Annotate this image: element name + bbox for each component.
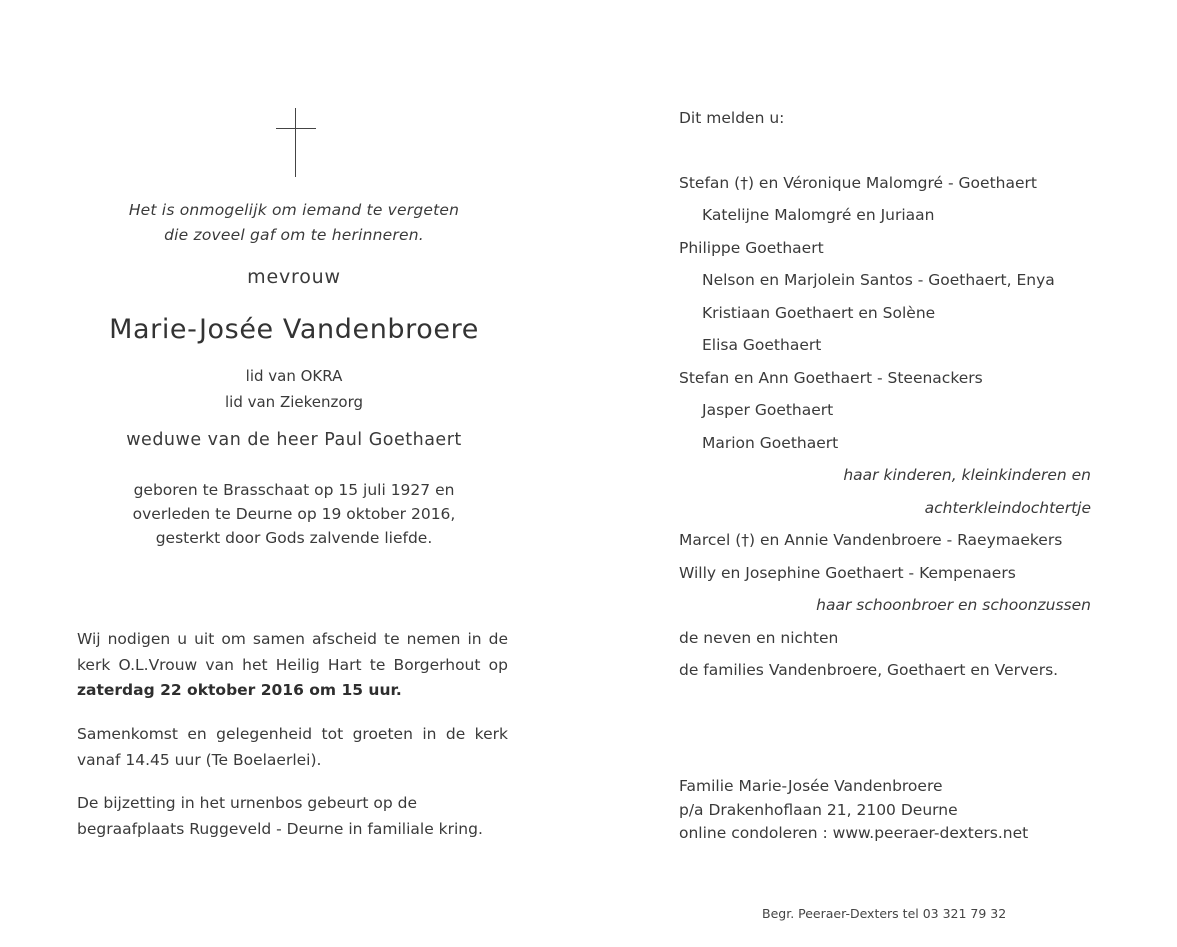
- sacrament-line: gesterkt door Gods zalvende liefde.: [155, 529, 433, 547]
- family-entry: Elisa Goethaert: [702, 336, 822, 354]
- death-line: overleden te Deurne op 19 oktober 2016,: [132, 505, 456, 523]
- family-entry: Kristiaan Goethaert en Solène: [702, 304, 936, 322]
- family-entry: Nelson en Marjolein Santos - Goethaert, Enya: [702, 271, 1055, 289]
- birth-line: geboren te Brasschaat op 15 juli 1927 en: [133, 481, 455, 499]
- gathering-line: Samenkomst en gelegenheid tot groeten in de kerk: [77, 725, 508, 743]
- birth-death-info: [60, 478, 528, 550]
- invitation-line: kerk O.L.Vrouw van het Heilig Hart te Borgerhout op: [77, 655, 508, 674]
- family-entry: de families Vandenbroere, Goethaert en Ververs.: [679, 661, 1059, 679]
- family-entry: Philippe Goethaert: [679, 239, 824, 257]
- family-role: haar kinderen, kleinkinderen en: [843, 466, 1091, 484]
- contact-address: p/a Drakenhoflaan 21, 2100 Deurne: [679, 801, 958, 819]
- title-honorific: mevrouw: [247, 266, 341, 288]
- announcement-intro: Dit melden u:: [679, 109, 785, 127]
- burial-line: begraafplaats Ruggeveld - Deurne in familiale kring.: [77, 819, 483, 838]
- membership-line: lid van OKRA: [245, 367, 343, 385]
- family-entry: de neven en nichten: [679, 629, 839, 647]
- contact-family: Familie Marie-Josée Vandenbroere: [679, 777, 943, 795]
- family-entry: Jasper Goethaert: [702, 401, 834, 419]
- family-role: haar schoonbroer en schoonzussen: [816, 596, 1091, 614]
- family-role: achterkleindochtertje: [924, 499, 1091, 517]
- gathering-paragraph: [77, 722, 508, 773]
- invitation-line: Wij nodigen u uit om samen afscheid te nemen in de: [77, 630, 508, 648]
- gathering-line: vanaf 14.45 uur (Te Boelaerlei).: [77, 750, 322, 769]
- family-entry: Katelijne Malomgré en Juriaan: [702, 206, 935, 224]
- membership-line: lid van Ziekenzorg: [224, 392, 363, 411]
- deceased-name: Marie-Josée Vandenbroere: [109, 314, 479, 345]
- family-entry: Stefan (†) en Véronique Malomgré - Goethaert: [679, 174, 1037, 192]
- invitation-paragraph: [77, 627, 508, 704]
- ceremony-date: zaterdag 22 oktober 2016 om 15 uur.: [77, 681, 402, 699]
- memorial-quote: [60, 198, 528, 247]
- burial-paragraph: [77, 791, 508, 842]
- quote-line: Het is onmogelijk om iemand te vergeten: [128, 201, 460, 219]
- family-entry: Marion Goethaert: [702, 434, 839, 452]
- funeral-home-footer: Begr. Peeraer-Dexters tel 03 321 79 32: [762, 906, 1007, 921]
- family-entry: Willy en Josephine Goethaert - Kempenaers: [679, 564, 1016, 582]
- burial-line: De bijzetting in het urnenbos gebeurt op de: [77, 794, 418, 812]
- family-entry: Stefan en Ann Goethaert - Steenackers: [679, 369, 983, 387]
- contact-condolence-link: online condoleren : www.peeraer-dexters.net: [679, 824, 1029, 842]
- memberships: [60, 364, 528, 415]
- quote-line: die zoveel gaf om te herinneren.: [164, 225, 424, 244]
- widow-line: weduwe van de heer Paul Goethaert: [126, 430, 462, 450]
- family-entry: Marcel (†) en Annie Vandenbroere - Raeymaekers: [679, 531, 1063, 549]
